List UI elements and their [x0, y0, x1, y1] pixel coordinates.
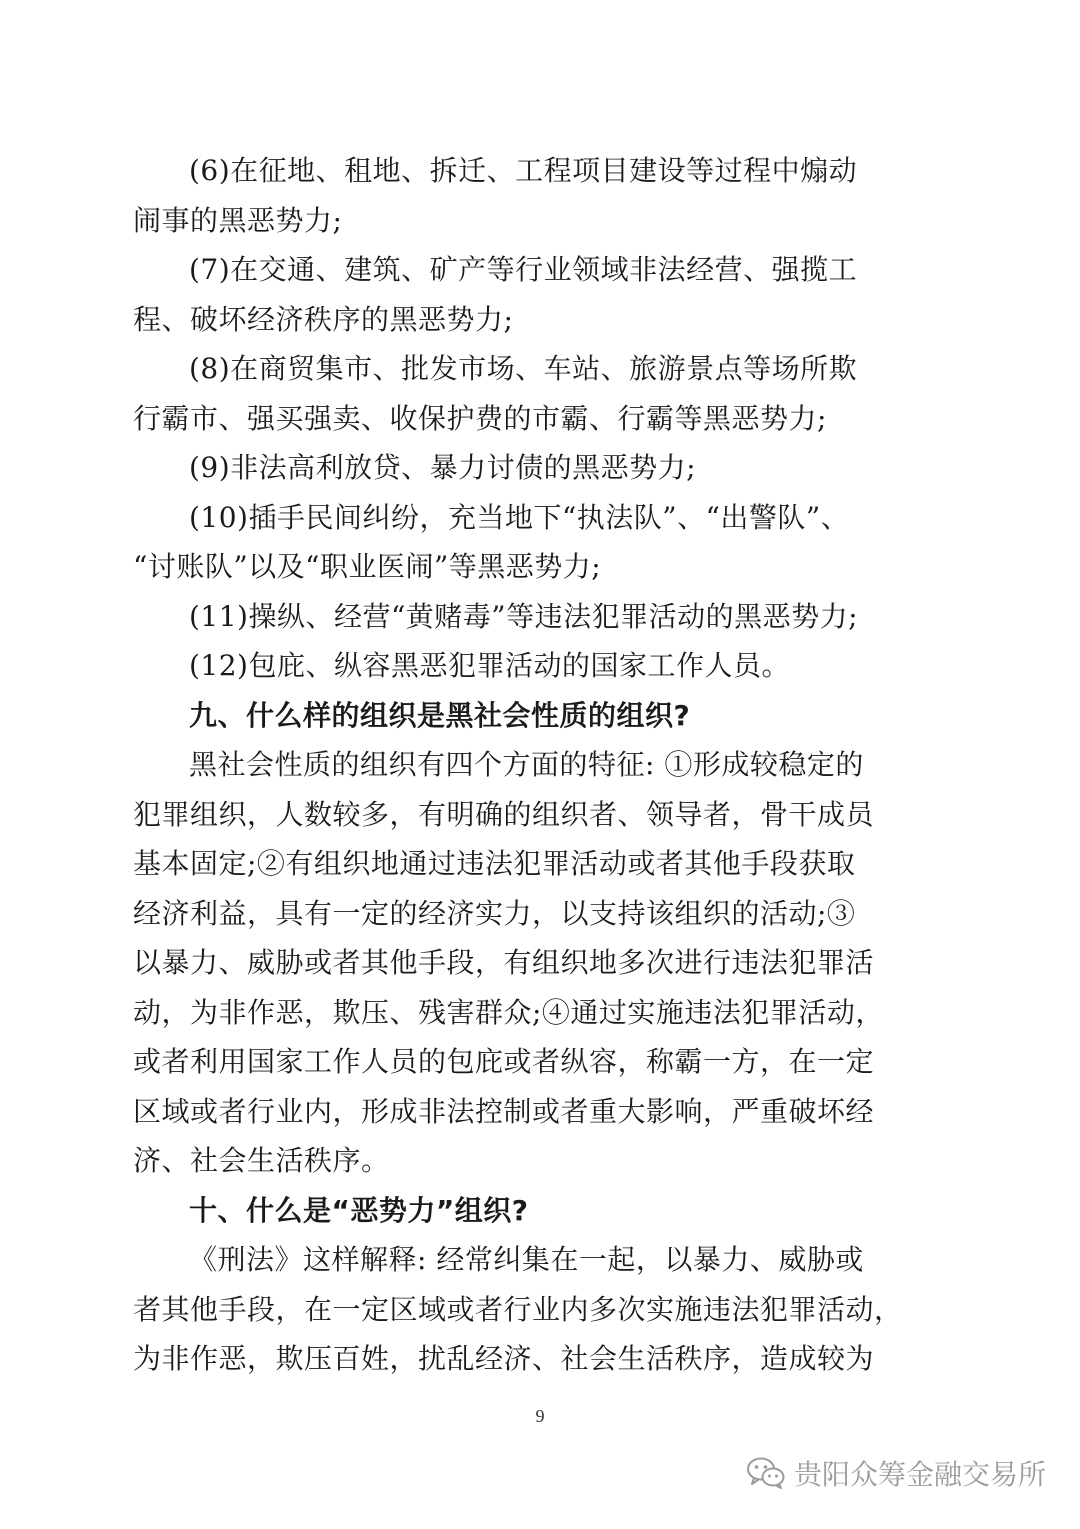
watermark	[746, 1453, 1046, 1493]
paragraph-line: 者其他手段，在一定区域或者行业内多次实施违法犯罪活动，	[133, 1292, 903, 1326]
paragraph-line: 或者利用国家工作人员的包庇或者纵容，称霸一方，在一定	[133, 1045, 875, 1078]
paragraph-line: 黑社会性质的组织有四个方面的特征: ①形成较稳定的	[189, 748, 864, 781]
paragraph-line: 经济利益，具有一定的经济实力，以支持该组织的活动;③	[133, 896, 856, 930]
list-item-7-continued: 程、破坏经济秩序的黑恶势力;	[133, 302, 514, 336]
section-heading-9: 九、什么样的组织是黑社会性质的组织?	[189, 698, 691, 732]
paragraph-line: 犯罪组织，人数较多，有明确的组织者、领导者，骨干成员	[133, 797, 875, 831]
list-item-8: (8)在商贸集市、批发市场、车站、旅游景点等场所欺	[189, 352, 858, 385]
wechat-icon	[746, 1456, 786, 1490]
list-item-10: (10)插手民间纠纷，充当地下“执法队”、“出警队”、	[189, 500, 850, 534]
document-body	[133, 146, 903, 1384]
paragraph-line: 为非作恶，欺压百姓，扰乱经济、社会生活秩序，造成较为	[133, 1342, 875, 1375]
paragraph-line: 济、社会生活秩序。	[133, 1144, 390, 1177]
paragraph-line: 《刑法》这样解释: 经常纠集在一起，以暴力、威胁或	[189, 1243, 864, 1276]
list-item-10-continued: “讨账队”以及“职业医闹”等黑恶势力;	[133, 550, 602, 583]
list-item-11: (11)操纵、经营“黄赌毒”等违法犯罪活动的黑恶势力;	[189, 599, 859, 633]
list-item-9: (9)非法高利放贷、暴力讨债的黑恶势力;	[189, 451, 697, 484]
list-item-6: (6)在征地、租地、拆迁、工程项目建设等过程中煽动	[189, 154, 858, 187]
section-heading-10: 十、什么是“恶势力”组织?	[189, 1193, 529, 1227]
watermark-text: 贵阳众筹金融交易所	[793, 1458, 1046, 1491]
paragraph-line: 区域或者行业内，形成非法控制或者重大影响，严重破坏经	[133, 1094, 875, 1128]
paragraph-line: 基本固定;②有组织地通过违法犯罪活动或者其他手段获取	[133, 847, 856, 880]
list-item-8-continued: 行霸市、强买强卖、收保护费的市霸、行霸等黑恶势力;	[133, 401, 827, 435]
list-item-12: (12)包庇、纵容黑恶犯罪活动的国家工作人员。	[189, 649, 790, 682]
list-item-6-continued: 闹事的黑恶势力;	[133, 203, 343, 237]
paragraph-line: 动，为非作恶，欺压、残害群众;④通过实施违法犯罪活动，	[133, 995, 884, 1029]
page-number: 9	[535, 1406, 545, 1426]
paragraph-line: 以暴力、威胁或者其他手段，有组织地多次进行违法犯罪活	[133, 946, 875, 979]
list-item-7: (7)在交通、建筑、矿产等行业领域非法经营、强揽工	[189, 253, 858, 286]
